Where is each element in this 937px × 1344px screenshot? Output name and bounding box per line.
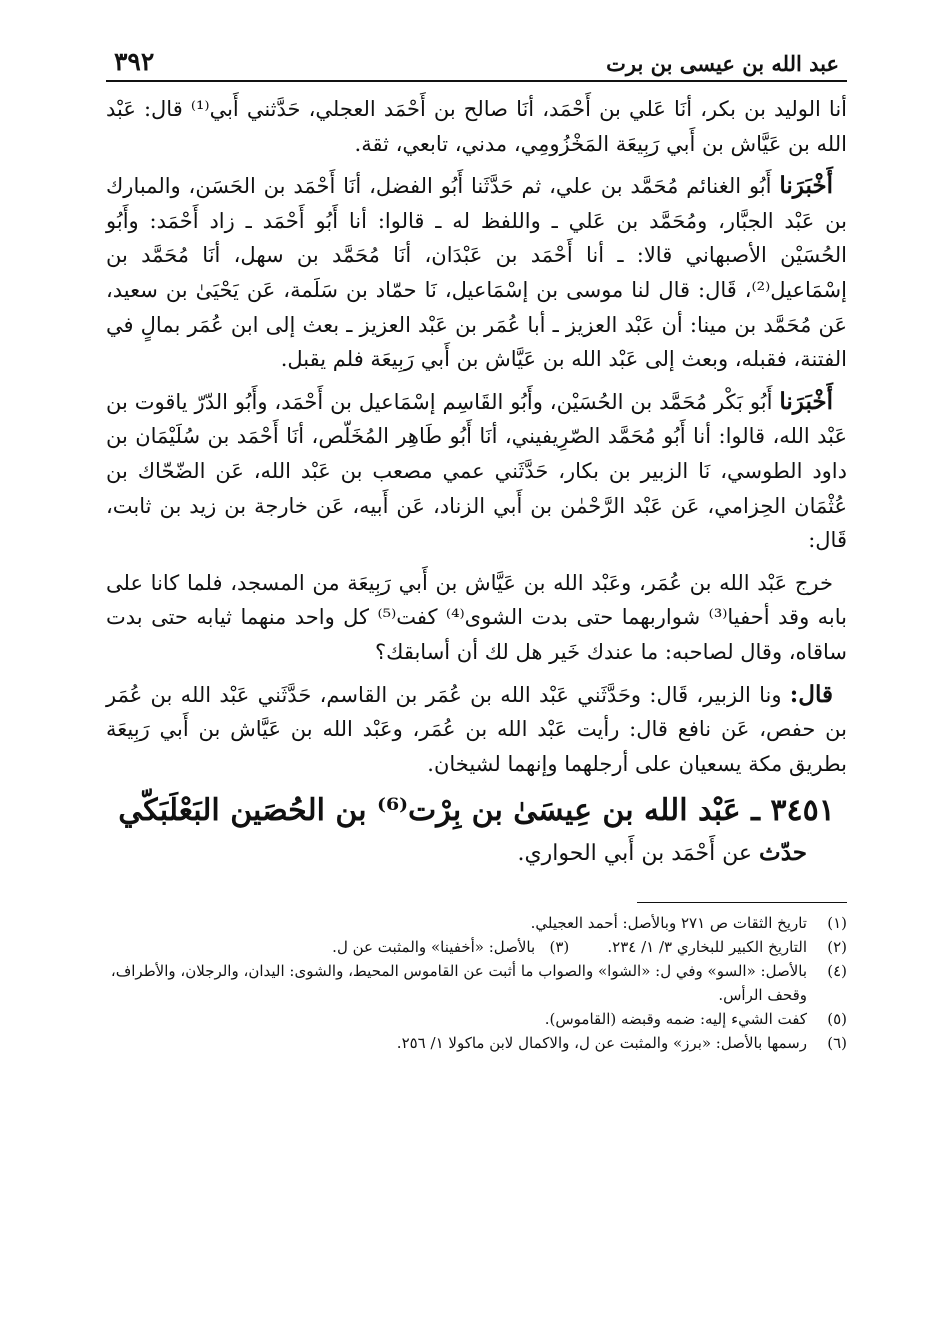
footnote-1 bbox=[106, 911, 847, 935]
entry-sub-lead: حدّث bbox=[759, 839, 807, 867]
paragraph-4 bbox=[106, 566, 847, 670]
running-header bbox=[106, 40, 847, 76]
footnote-text: تاريخ الثقات ص ٢٧١ وبالأصل: أحمد العجيلي. bbox=[530, 914, 807, 933]
paragraph-text: أَبُو الغنائم مُحَمَّد بن علي، ثم حَدَّثَنا أَبُو الفضل، أنَا أَحْمَد بن الحَسَن، والمبارك بن عَبْد الجبَّار، ومُحَمَّد بن عَلي ـ واللفظ له ـ قالوا: أنا أَبُو أَحْمَد ـ زاد أَحْمَد: وأَبُو الحُسَيْن الأصبهاني قالا: ـ أنا أَحْمَد بن عَبْدَان، أنَا مُحَمَّد بن سهل، أنَا مُحَمَّد بن إسْمَاعيل⁽²⁾، قَال: قال لنا موسى بن إسْمَاعيل، نَا حمّاد بن سَلَمة، عَن يَحْيَىٰ بن سعيد، عَن مُحَمَّد بن مينا: أن عَبْد العزيز ـ أبا عُمَر بن عَبْد العزيز ـ بعث إلى ابن عُمَر بمالٍ في الفتنة، فقبله، وبعث إلى عَبْد الله بن عَيَّاش بن أَبي رَبِيعَة فلم يقبل. bbox=[106, 174, 847, 372]
footnote-2 bbox=[106, 935, 847, 959]
footnote-text: كفت الشيء إليه: ضمه وقبضه (القاموس). bbox=[544, 1010, 807, 1029]
paragraph-lead: أَخْبَرَنا bbox=[779, 172, 833, 200]
paragraph-text: أَبُو بَكْر مُحَمَّد بن الحُسَيْن، وأَبُو القَاسِم إسْمَاعيل بن أَحْمَد، وأَبُو الدّرّ ياقوت بن عَبْد الله، قالوا: أنا أَبُو مُحَمَّد الصّرِيفيني، أنَا أَبُو طَاهِر المُخَلّص، أنَا أَحْمَد بن سُلَيْمَان بن داود الطوسي، نَا الزبير بن بكار، حَدَّثَني عمي مصعب بن عَبْد الله، عَن الضّحّاك بن عُثْمَان الحِزامي، عَن عَبْد الرَّحْمٰن بن أَبي الزناد، عَن أَبيه، عَن خارجة بن زيد بن ثابت، قَال: bbox=[106, 389, 847, 553]
paragraph-text: أنا الوليد بن بكر، أنَا عَلي بن أَحْمَد، أنَا صالح بن أَحْمَد العجلي، حَدَّثني أَبي⁽¹⁾ قال: عَبْد الله بن عَيَّاش بن أَبي رَبِيعَة المَخْزُومِي، مدني، تابعي، ثقة. bbox=[106, 97, 847, 156]
paragraph-3 bbox=[106, 385, 847, 558]
footnote-number: (٥) bbox=[827, 1010, 847, 1029]
footnote-text: بالأصل: «السو» وفي ل: «الشوا» والصواب ما أثبت عن القاموس المحيط، والشوى: اليدان، والرجلان، والأطراف، وقحف الرأس. bbox=[110, 962, 807, 1005]
paragraph-text: ونا الزبير، قَال: وحَدَّثَني عَبْد الله بن عُمَر بن القاسم، حَدَّثَني عَبْد الله بن عُمَر بن حفص، عَن نافع قال: رأيت عَبْد الله بن عُمَر، وعَبْد الله بن عَيَّاش بن أَبي رَبِيعَة بطريق مكة يسعيان على أرجلهما وإنهما لشيخان. bbox=[106, 682, 847, 776]
footnote-number: (١) bbox=[827, 914, 847, 933]
footnote-text: التاريخ الكبير للبخاري ٣/ ١/ ٢٣٤. (٣) بالأصل: «أخفينا» والمثبت عن ل. bbox=[332, 938, 807, 957]
footnote-text: رسمها بالأصل: «برز» والمثبت عن ل، والاكمال لابن ماكولا ١/ ٢٥٦. bbox=[396, 1034, 807, 1053]
footnote-number: (٦) bbox=[827, 1034, 847, 1053]
main-text bbox=[106, 92, 847, 872]
footnote-number: (٢) bbox=[827, 938, 847, 957]
paragraph-lead: أَخْبَرَنا bbox=[779, 387, 833, 415]
paragraph-text: خرج عَبْد الله بن عُمَر، وعَبْد الله بن عَيَّاش بن أَبي رَبِيعَة من المسجد، فلما كانا على بابه وقد أحفيا⁽³⁾ شواربهما حتى بدت الشوى⁽⁴⁾ كفت⁽⁵⁾ كل واحد منهما ثيابه حتى بدت ساقاه، وقال لصاحبه: ما عندك خَير هل لك أن أسابقك؟ bbox=[106, 570, 848, 664]
paragraph-lead: قال: bbox=[789, 680, 833, 708]
footnotes bbox=[106, 911, 847, 1055]
footnote-5 bbox=[106, 1007, 847, 1031]
entry-sub-text: عن أَحْمَد بن أَبي الحواري. bbox=[517, 841, 760, 867]
entry-heading: ٣٤٥١ ـ عَبْد الله بن عِيسَىٰ بن بِرْت⁽⁶⁾ بن الحُصَين البَعْلَبَكّي bbox=[118, 793, 835, 829]
paragraph-5 bbox=[106, 678, 847, 782]
running-title: عبد الله بن عيسى بن برت bbox=[606, 51, 839, 76]
paragraph-2 bbox=[106, 169, 847, 377]
page-number: ٣٩٢ bbox=[114, 47, 155, 76]
footnote-rule bbox=[637, 902, 847, 903]
footnote-6 bbox=[106, 1031, 847, 1055]
footnote-number: (٤) bbox=[827, 962, 847, 981]
paragraph-1 bbox=[106, 92, 847, 161]
entry-subtext bbox=[106, 835, 847, 872]
header-rule bbox=[106, 80, 847, 82]
footnote-4 bbox=[106, 959, 847, 1007]
